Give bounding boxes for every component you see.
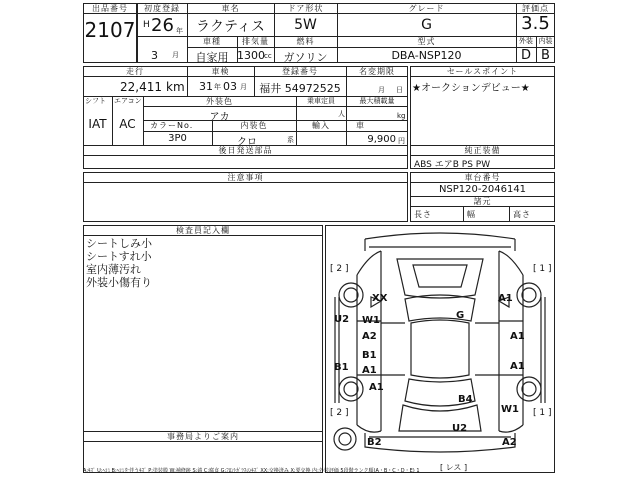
car-name-label: 車名 [221,4,240,13]
inspector-notes [86,237,152,289]
inspection-year-unit: 年 [214,83,221,91]
damage-code: W1 [362,315,380,326]
chassis-number: NSP120-2046141 [438,184,527,195]
exterior-color: アカ [209,112,230,123]
load-unit: kg [397,112,406,120]
name-change-month-unit: 月 [378,86,385,94]
car-diagram [325,225,555,473]
shift-label: シフト [85,97,106,105]
capacity-label: 乗車定員 [307,97,335,105]
mileage: 22,411 [120,80,162,94]
lot-number: 2107 [84,18,136,42]
dimensions-label: 諸元 [473,197,492,206]
damage-code: A1 [510,361,525,372]
rear-bracket-label: [ レス ] [440,463,468,472]
ac-label: エアコン [114,97,142,105]
month-unit: 月 [172,51,179,59]
inspection-month: 03 [223,80,237,93]
vehicle-type: 自家用 [195,51,229,64]
damage-code: B1 [362,350,377,361]
damage-code: U2 [334,314,350,325]
roof-outline [411,320,469,378]
front-bumper-outline [365,233,515,239]
equipment-label: 純正装備 [464,146,501,155]
shift: IAT [88,117,107,131]
rear-bumper-outline [365,433,515,452]
import-mark: 車 [356,121,365,130]
damage-code: A2 [502,437,517,448]
displacement-unit: cc [264,52,272,60]
recycle-unit: 円 [398,137,405,145]
damage-code: A1 [362,365,377,376]
fuel-label: 燃料 [296,37,315,46]
load-label: 最大積載量 [359,97,395,105]
fuel: ガソリン [283,51,328,64]
interior-color-suffix: 系 [287,136,294,144]
import-label: 輸入 [312,121,330,130]
interior-color: クロ [237,137,257,148]
damage-code: G [456,310,465,321]
damage-code: B1 [334,362,349,373]
capacity-unit: 人 [338,110,345,118]
recycle-fee: 9,900 [367,134,396,145]
ac: AC [119,117,136,131]
first-registration-label: 初度登録 [144,4,180,13]
damage-code: U2 [452,423,468,434]
inspector-label: 検査員記入欄 [176,226,230,235]
equipment: ABS エアB PS PW [414,160,491,170]
car-name: ラクティス [196,19,265,35]
bracket-lower-right-label: [ 1 ] [533,408,552,418]
score-label: 評価点 [522,4,549,13]
displacement: 1300 [237,49,265,62]
lot-number-label: 出品番号 [92,4,128,13]
inspection-year: 31 [199,80,213,93]
damage-code: A1 [369,382,384,393]
bracket-lower-left-label: [ 2 ] [330,408,349,418]
damage-code: W1 [501,404,519,415]
inspector-note: シートしみ小 [86,237,152,250]
postsale-parts-label: 後日発送部品 [218,146,273,155]
damage-code: B2 [367,437,382,448]
office-label: 事務局よりご案内 [167,432,239,441]
footer-legend: A:ｷｽﾞ U:ﾍｺﾐ B:ﾍｺﾐを伴うｷｽﾞ P:塗装膜 W:補修跡 S:錆 C:腐食 G:ﾌﾛﾝﾄｶﾞﾗｽのｷｽﾞ XX:交換済み X:要交換 内:外装評価 5段階ランク順(A・B・C・D・E) 1 [83,468,420,474]
vehicle-type-label: 車種 [203,37,221,46]
damage-code: XX [372,293,388,304]
chassis-label: 車台番号 [464,173,501,182]
inspection-month-unit: 月 [240,83,247,91]
color-no-label: カラーNo. [150,121,194,130]
windshield-outline [405,295,475,321]
interior-grade-label: 内装 [538,37,553,45]
interior-grade: B [541,48,550,63]
year-unit: 年 [176,27,183,35]
mileage-label: 走行 [126,67,144,76]
color-label: 外装色 [206,97,233,106]
reg-number-label: 登録番号 [282,67,318,76]
interior-color-label: 内装色 [240,121,268,130]
era-letter: H [143,20,150,30]
color-no: 3P0 [168,133,187,144]
height-label: 高さ [513,210,531,219]
registration-month: 3 [151,49,158,62]
exterior-grade: D [520,48,531,63]
door-label: ドア形状 [287,4,324,13]
hatch-outline [399,405,481,431]
notes-label: 注意事項 [227,173,264,182]
damage-code: A1 [510,331,525,342]
damage-code: A1 [498,293,513,304]
mileage-unit: km [166,80,185,94]
registration-year: 26 [151,15,174,36]
sales-point-label: セールスポイント [446,67,519,76]
width-label: 幅 [467,210,476,219]
name-change-label: 名変期限 [359,67,395,76]
inspector-note: 室内薄汚れ [86,263,141,276]
grade-value: G [421,17,432,33]
model-label: 型式 [417,37,436,46]
name-change-day-unit: 日 [396,86,403,94]
damage-code: B4 [458,394,473,405]
displacement-label: 排気量 [242,37,269,46]
model: DBA-NSP120 [391,49,462,62]
inspector-note: シートすれ小 [86,250,152,263]
length-label: 長さ [414,210,432,219]
bracket-right-label: [ 1 ] [533,264,552,274]
exterior-grade-label: 外装 [519,37,533,45]
inspector-note: 外装小傷有り [86,276,152,289]
door-value: 5W [294,17,317,33]
bracket-left-label: [ 2 ] [330,264,349,274]
reg-number: 福井 54972525 [259,82,341,95]
damage-code: A2 [362,331,377,342]
sales-point: ★オークションデビュー★ [412,83,530,94]
inspection-label: 車検 [211,67,230,76]
grade-label: グレード [408,4,445,13]
score-value: 3.5 [521,13,550,34]
